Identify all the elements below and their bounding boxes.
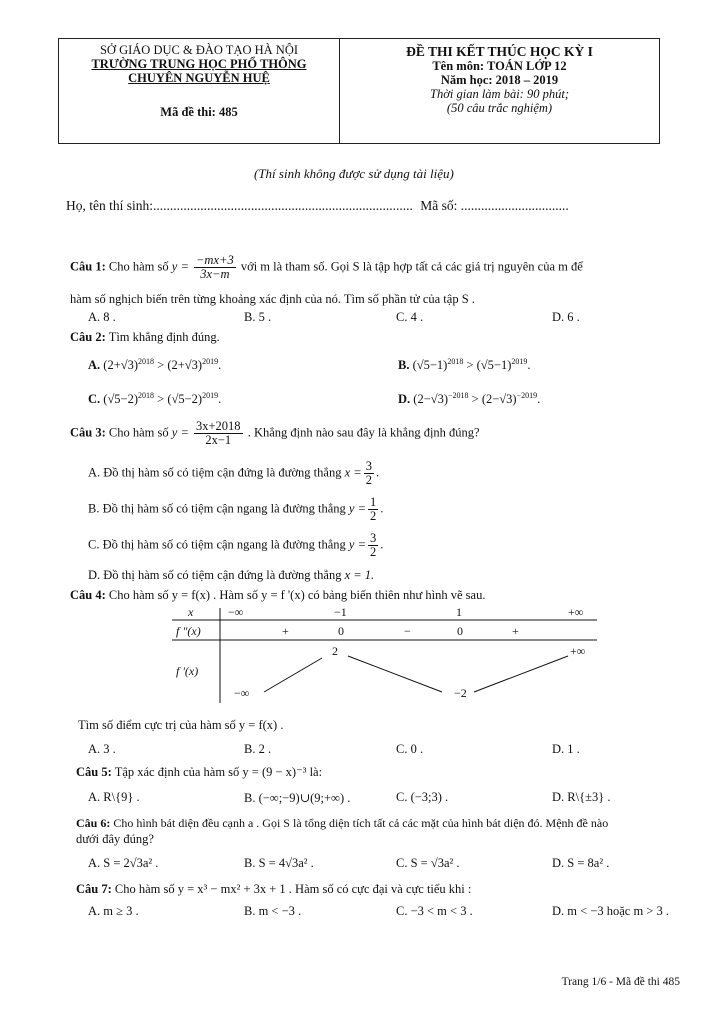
q5-option-c[interactable]: C. (−3;3) .: [396, 790, 449, 804]
fpp-sign: +: [282, 624, 289, 638]
q5-option-a[interactable]: A. R\{9} .: [88, 790, 140, 804]
q6-option-d[interactable]: D. S = 8a² .: [552, 856, 610, 870]
question-5: Câu 5: Tập xác định của hàm số y = (9 − x)⁻³ là:: [76, 765, 323, 779]
note: (Thí sinh không được sử dụng tài liệu): [254, 166, 454, 181]
q1-option-b[interactable]: B. 5 .: [244, 310, 272, 324]
exam-title: ĐỀ THI KẾT THÚC HỌC KỲ I: [406, 44, 593, 59]
q7-option-c[interactable]: C. −3 < m < 3 .: [396, 904, 473, 918]
q6-option-c[interactable]: C. S = √3a² .: [396, 856, 460, 870]
q2-option-c[interactable]: C. $(√5-2)^{2018} > (√5-2)^{2019}$.: [88, 390, 222, 406]
q3-option-d[interactable]: D. Đồ thị hàm số có tiệm cận đứng là đường thẳng x = 1.: [88, 568, 375, 582]
q6-option-a[interactable]: A. S = 2√3a² .: [88, 856, 159, 870]
x-value: 1: [456, 605, 462, 619]
q7-option-b[interactable]: B. m < −3 .: [244, 904, 302, 918]
q3-option-b[interactable]: B. Đồ thị hàm số có tiệm cận ngang là đường thẳng y = $\frac{1}{2}$ .: [88, 495, 384, 523]
name-label: Họ, tên thí sinh:: [66, 198, 153, 213]
x-value: +∞: [568, 605, 584, 619]
q7-option-d[interactable]: D. m < −3 hoặc m > 3 .: [552, 904, 669, 918]
x-value: −1: [334, 605, 347, 619]
q2-option-d[interactable]: D. $(2-√3)^{-2018} > (2-√3)^{-2019}$.: [398, 390, 541, 406]
q4-option-c[interactable]: C. 0 .: [396, 742, 424, 756]
q1-option-d[interactable]: D. 6 .: [552, 310, 580, 324]
fp-value: −∞: [234, 686, 250, 700]
q3-option-c[interactable]: C. Đồ thị hàm số có tiệm cận ngang là đường thẳng y = $\frac{3}{2}$ .: [88, 531, 384, 559]
q4-option-d[interactable]: D. 1 .: [552, 742, 580, 756]
arrow-up-1: [264, 658, 322, 692]
question-1: Câu 1: Cho hàm số y = $\frac{-mx+3}{3x-m}$ với m là tham số. Gọi S là tập hợp tất cả các giá trị nguyên của m để: [70, 253, 583, 281]
name-field[interactable]: .............................................................................: [153, 198, 413, 213]
fpp-zero: 0: [338, 624, 344, 638]
q5-option-b[interactable]: B. (−∞;−9)∪(9;+∞) .: [244, 791, 351, 805]
exam-header: [58, 38, 660, 144]
fpp-sign: +: [512, 624, 519, 638]
x-value: −∞: [228, 605, 244, 619]
fraction: $\frac{3x+2018}{2x-1}$: [196, 419, 241, 447]
question-2: Câu 2: Tìm khẳng định đúng.: [70, 330, 220, 344]
id-label: Mã số:: [420, 198, 458, 213]
q4-option-a[interactable]: A. 3 .: [88, 742, 116, 756]
fp-label: f '(x): [176, 664, 199, 678]
question-1-line-2: hàm số nghịch biến trên từng khoảng xác định của nó. Tìm số phần tử của tập S .: [70, 292, 475, 306]
q1-option-a[interactable]: A. 8 .: [88, 310, 116, 324]
school-year: Năm học: 2018 – 2019: [440, 73, 559, 87]
page-footer: Trang 1/6 - Mã đề thi 485: [561, 976, 680, 988]
question-4: Câu 4: Cho hàm số y = f(x) . Hàm số y = f '(x) có bảng biến thiên như hình vẽ sau.: [70, 588, 486, 602]
q3-option-a[interactable]: A. Đồ thị hàm số có tiệm cận đứng là đường thẳng x = $\frac{3}{2}$ .: [88, 459, 380, 487]
q2-option-b[interactable]: B. $(√5-1)^{2018} > (√5-1)^{2019}$.: [398, 356, 531, 372]
time-limit: Thời gian làm bài: 90 phút;: [430, 87, 569, 101]
student-info: [66, 198, 569, 214]
exam-info: [340, 39, 659, 143]
q4-option-b[interactable]: B. 2 .: [244, 742, 272, 756]
q1-option-c[interactable]: C. 4 .: [396, 310, 424, 324]
q2-option-a[interactable]: A. $(2+√3)^{2018} > (2+√3)^{2019}$.: [88, 356, 222, 372]
arrow-up-2: [474, 656, 568, 692]
question-4-prompt: Tìm số điểm cực trị của hàm số y = f(x) .: [78, 718, 284, 732]
fp-value: +∞: [570, 644, 586, 658]
fraction: $\frac{-mx+3}{3x-m}$: [196, 253, 234, 281]
school-line-2: CHUYÊN NGUYỄN HUỆ: [128, 71, 270, 85]
arrow-down: [348, 656, 442, 692]
question-7: Câu 7: Cho hàm số y = x³ − mx² + 3x + 1 . Hàm số có cực đại và cực tiểu khi :: [76, 882, 472, 896]
fp-value: −2: [454, 686, 467, 700]
question-count: (50 câu trắc nghiệm): [446, 101, 553, 115]
q5-option-d[interactable]: D. R\{±3} .: [552, 790, 611, 804]
q7-option-a[interactable]: A. m ≥ 3 .: [88, 904, 139, 918]
question-3: Câu 3: Cho hàm số y = $\frac{3x+2018}{2x-1}$ . Khẳng định nào sau đây là khẳng định đúng?: [70, 419, 480, 447]
department: SỞ GIÁO DỤC & ĐÀO TẠO HÀ NỘI: [99, 43, 299, 57]
question-6: Câu 6: Cho hình bát diện đều cạnh a . Gọi S là tổng diện tích tất cả các mặt của hình bát diện đó. Mệnh đề nào: [76, 816, 609, 830]
school-info: [59, 39, 340, 143]
question-6-line-2: dưới đây đúng?: [76, 832, 154, 846]
exam-code: Mã đề thi: 485: [160, 105, 238, 119]
fpp-sign: −: [404, 624, 411, 638]
fpp-label: f "(x): [176, 624, 201, 638]
school-line-1: TRƯỜNG TRUNG HỌC PHỔ THÔNG: [91, 57, 307, 71]
x-label: x: [188, 605, 194, 619]
fp-value: 2: [332, 644, 338, 658]
variation-table: [172, 605, 597, 703]
q6-option-b[interactable]: B. S = 4√3a² .: [244, 856, 314, 870]
id-field[interactable]: ................................: [460, 198, 569, 213]
subject: Tên môn: TOÁN LỚP 12: [432, 59, 567, 73]
fpp-zero: 0: [457, 624, 463, 638]
